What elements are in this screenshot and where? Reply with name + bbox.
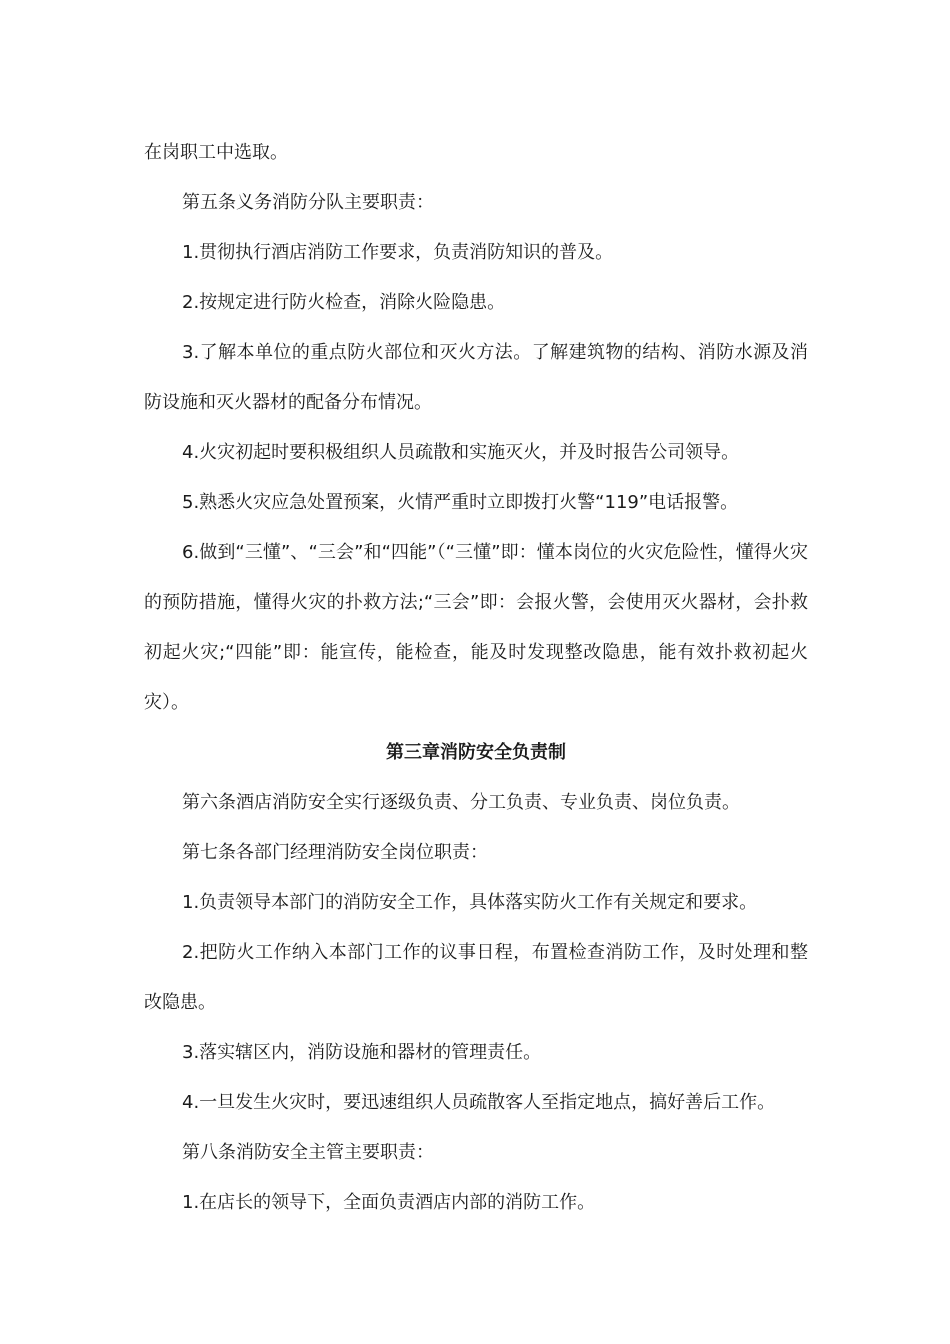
- article-5-item-4: 4.火灾初起时要积极组织人员疏散和实施灭火，并及时报告公司领导。: [182, 442, 740, 463]
- article-5-item-2: 2.按规定进行防火检查，消除火险隐患。: [182, 292, 506, 313]
- chapter-3-heading: 第三章消防安全负责制: [386, 742, 566, 763]
- article-7-item-3: 3.落实辖区内，消防设施和器材的管理责任。: [182, 1042, 542, 1063]
- document-page: [144, 128, 808, 1228]
- article-5-item-6: 6.做到“三懂”、“三会”和“四能”（“三懂”即：懂本岗位的火灾危险性，懂得火灾的预防措施，懂得火灾的扑救方法;“三会”即：会报火警，会使用灭火器材，会扑救初起火灾;“四能”即：能宣传，能检查，能及时发现整改隐患，能有效扑救初起火灾）。: [144, 542, 808, 713]
- article-7-title: 第七条各部门经理消防安全岗位职责：: [182, 842, 488, 863]
- article-5-item-5: 5.熟悉火灾应急处置预案，火情严重时立即拨打火警“119”电话报警。: [182, 492, 739, 513]
- article-5-item-1: 1.贯彻执行酒店消防工作要求，负责消防知识的普及。: [182, 242, 614, 263]
- article-6: 第六条酒店消防安全实行逐级负责、分工负责、专业负责、岗位负责。: [182, 792, 740, 813]
- article-8-item-1: 1.在店长的领导下，全面负责酒店内部的消防工作。: [182, 1192, 596, 1213]
- article-8-title: 第八条消防安全主管主要职责：: [182, 1142, 434, 1163]
- paragraph-continuation: 在岗职工中选取。: [144, 142, 288, 163]
- article-7-item-1: 1.负责领导本部门的消防安全工作，具体落实防火工作有关规定和要求。: [182, 892, 758, 913]
- article-7-item-4: 4.一旦发生火灾时，要迅速组织人员疏散客人至指定地点，搞好善后工作。: [182, 1092, 776, 1113]
- article-5-item-3: 3.了解本单位的重点防火部位和灭火方法。了解建筑物的结构、消防水源及消防设施和灭火器材的配备分布情况。: [144, 342, 808, 413]
- article-7-item-2: 2.把防火工作纳入本部门工作的议事日程，布置检查消防工作，及时处理和整改隐患。: [144, 942, 808, 1013]
- article-5-title: 第五条义务消防分队主要职责：: [182, 192, 434, 213]
